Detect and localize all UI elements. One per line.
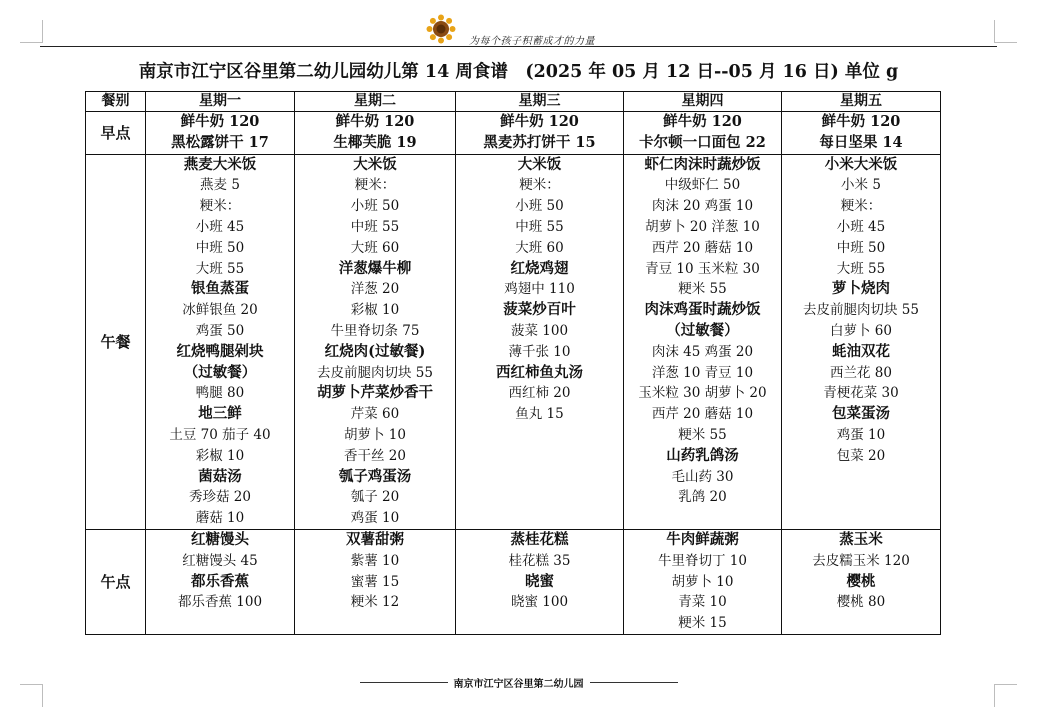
dish-name: 晓蜜 xyxy=(525,572,554,590)
menu-cell xyxy=(295,154,456,529)
column-header: 星期四 xyxy=(624,92,782,112)
menu-cell xyxy=(295,529,456,634)
ingredient-line: 紫薯 10 xyxy=(350,552,400,569)
ingredient-line: 粳米 55 xyxy=(678,281,727,298)
ingredient-line: 鸡翅中 110 xyxy=(504,281,575,298)
ingredient-line: 红糖馒头 45 xyxy=(182,552,258,569)
ingredient-line: 青豆 10 玉米粒 30 xyxy=(645,260,760,277)
dish-name: 蚝油双花 xyxy=(832,342,890,360)
meal-label: 早点 xyxy=(86,112,146,155)
ingredient-line: 冰鲜银鱼 20 xyxy=(182,302,258,319)
meal-label: 午点 xyxy=(86,529,146,634)
ingredient-line: 肉沫 20 鸡蛋 10 xyxy=(651,198,754,215)
ingredient-line: 中班 55 xyxy=(350,218,400,235)
column-header: 星期一 xyxy=(146,92,295,112)
ingredient-line: 洋葱 10 青豆 10 xyxy=(651,364,754,381)
dish-name: 银鱼蒸蛋 xyxy=(191,280,249,298)
ingredient-line: 粳米： xyxy=(354,177,396,194)
footer-text: 南京市江宁区谷里第二幼儿园 xyxy=(453,679,584,690)
ingredient-line: 去皮前腿肉切块 55 xyxy=(803,302,919,319)
ingredient-line: 粳米： xyxy=(840,198,882,215)
footer-rule-right xyxy=(590,682,678,683)
dish-name: 鲜牛奶 120 xyxy=(821,113,901,130)
crop-mark-top-right xyxy=(994,20,1017,43)
dish-name: 牛肉鲜蔬粥 xyxy=(666,530,739,548)
ingredient-line: 粳米： xyxy=(199,198,241,215)
ingredient-line: 土豆 70 茄子 40 xyxy=(169,426,271,443)
ingredient-line: 鱼丸 15 xyxy=(515,406,564,423)
column-header: 星期五 xyxy=(782,92,941,112)
dish-name: 卡尔顿一口面包 22 xyxy=(639,133,766,151)
ingredient-line: 乳鸽 20 xyxy=(678,489,727,506)
ingredient-line: 彩椒 10 xyxy=(195,447,245,464)
ingredient-line: 粳米 15 xyxy=(678,615,727,632)
ingredient-line: 蘑菇 10 xyxy=(195,510,245,527)
dish-name: 生椰芙脆 19 xyxy=(333,133,417,151)
header-row xyxy=(86,92,941,112)
header-divider xyxy=(40,46,997,47)
dish-name: 蒸玉米 xyxy=(839,530,883,548)
ingredient-line: 洋葱 20 xyxy=(350,281,400,298)
ingredient-line: 鸡蛋 10 xyxy=(350,510,400,527)
ingredient-line: 大班 60 xyxy=(515,239,564,256)
ingredient-line: 晓蜜 100 xyxy=(510,594,569,611)
menu-cell xyxy=(782,529,941,634)
dish-name: 萝卜烧肉 xyxy=(832,280,890,298)
dish-name: 鲜牛奶 120 xyxy=(500,113,579,130)
ingredient-line: 西芹 20 蘑菇 10 xyxy=(651,239,754,256)
ingredient-line: 蜜薯 15 xyxy=(350,573,400,590)
ingredient-line: 西红柿 20 xyxy=(508,385,571,402)
dish-name: 洋葱爆牛柳 xyxy=(338,259,412,277)
ingredient-line: 小米 5 xyxy=(841,177,881,194)
dish-name: 菠菜炒百叶 xyxy=(503,301,576,319)
dish-name: （过敏餐） xyxy=(183,363,257,381)
ingredient-line: 芹菜 60 xyxy=(350,406,400,423)
header-motto: 为每个孩子积蓄成才的力量 xyxy=(469,36,595,47)
menu-cell xyxy=(146,154,295,529)
ingredient-line: 胡萝卜 10 xyxy=(671,573,734,590)
ingredient-line: 桂花糕 35 xyxy=(508,552,571,569)
footer-rule-left xyxy=(360,682,448,683)
ingredient-line: 去皮前腿肉切块 55 xyxy=(317,364,433,381)
ingredient-line: 大班 55 xyxy=(195,260,245,277)
menu-cell xyxy=(782,112,941,155)
dish-name: 蒸桂花糕 xyxy=(510,530,569,548)
ingredient-line: 粳米： xyxy=(519,177,560,194)
dish-name: 每日坚果 14 xyxy=(819,133,903,151)
ingredient-line: 小班 45 xyxy=(836,218,886,235)
crop-mark-top-left xyxy=(20,20,43,43)
menu-cell xyxy=(456,154,624,529)
ingredient-line: 毛山药 30 xyxy=(671,468,734,485)
ingredient-line: 薄千张 10 xyxy=(508,343,571,360)
meal-row xyxy=(86,112,941,155)
dish-name: 菌菇汤 xyxy=(198,467,242,485)
ingredient-line: 青菜 10 xyxy=(678,594,727,611)
sunflower-logo-icon xyxy=(426,14,456,44)
ingredient-line: 中级虾仁 50 xyxy=(664,177,741,194)
ingredient-line: 大班 60 xyxy=(350,239,400,256)
ingredient-line: 西芹 20 蘑菇 10 xyxy=(651,406,754,423)
dish-name: 红糖馒头 xyxy=(191,530,249,548)
dish-name: 西红柿鱼丸汤 xyxy=(496,363,583,381)
dish-name: （过敏餐） xyxy=(666,321,739,339)
ingredient-line: 小班 45 xyxy=(195,218,245,235)
menu-cell xyxy=(782,154,941,529)
dish-name: 虾仁肉沫时蔬炒饭 xyxy=(644,155,761,173)
dish-name: 红烧肉(过敏餐) xyxy=(324,342,426,360)
ingredient-line: 秀珍菇 20 xyxy=(189,489,251,506)
dish-name: 双薯甜粥 xyxy=(346,530,404,548)
menu-cell xyxy=(624,154,782,529)
ingredient-line: 菠菜 100 xyxy=(510,322,569,339)
ingredient-line: 中班 55 xyxy=(515,218,564,235)
dish-name: 瓠子鸡蛋汤 xyxy=(338,467,412,485)
ingredient-line: 肉沫 45 鸡蛋 20 xyxy=(651,343,754,360)
menu-cell xyxy=(624,112,782,155)
menu-cell xyxy=(456,529,624,634)
ingredient-line: 牛里脊切条 75 xyxy=(330,322,420,339)
dish-name: 红烧鸡翅 xyxy=(510,259,569,277)
meal-row xyxy=(86,154,941,529)
column-header: 餐别 xyxy=(86,92,146,112)
ingredient-line: 西兰花 80 xyxy=(830,364,892,381)
dish-name: 黑麦苏打饼干 15 xyxy=(483,133,596,151)
column-header: 星期三 xyxy=(456,92,624,112)
ingredient-line: 鸡蛋 50 xyxy=(195,322,245,339)
menu-cell xyxy=(295,112,456,155)
dish-name: 山药乳鸽汤 xyxy=(666,446,739,464)
ingredient-line: 香干丝 20 xyxy=(344,447,406,464)
page-title: 南京市江宁区谷里第二幼儿园幼儿第 14 周食谱 (2025 年 05 月 12 日--05 月 16 日) 单位 g xyxy=(138,62,899,82)
ingredient-line: 彩椒 10 xyxy=(350,302,400,319)
footer xyxy=(0,668,1037,690)
ingredient-line: 瓠子 20 xyxy=(350,489,400,506)
ingredient-line: 樱桃 80 xyxy=(836,594,886,611)
dish-name: 红烧鸭腿剁块 xyxy=(176,342,264,360)
dish-name: 大米饭 xyxy=(353,155,397,173)
dish-name: 小米大米饭 xyxy=(824,155,898,173)
ingredient-line: 小班 50 xyxy=(515,198,564,215)
ingredient-line: 玉米粒 30 胡萝卜 20 xyxy=(638,385,767,402)
ingredient-line: 鸡蛋 10 xyxy=(836,426,886,443)
dish-name: 鲜牛奶 120 xyxy=(663,113,742,130)
ingredient-line: 中班 50 xyxy=(195,239,245,256)
menu-cell xyxy=(146,112,295,155)
ingredient-line: 都乐香蕉 100 xyxy=(177,594,263,611)
dish-name: 樱桃 xyxy=(846,572,876,590)
ingredient-line: 鸭腿 80 xyxy=(195,385,245,402)
dish-name: 肉沫鸡蛋时蔬炒饭 xyxy=(644,301,761,319)
dish-name: 燕麦大米饭 xyxy=(183,155,257,173)
menu-cell xyxy=(624,529,782,634)
ingredient-line: 大班 55 xyxy=(836,260,886,277)
dish-name: 包菜蛋汤 xyxy=(832,405,890,423)
dish-name: 胡萝卜芹菜炒香干 xyxy=(317,384,433,402)
ingredient-line: 包菜 20 xyxy=(836,447,886,464)
ingredient-line: 中班 50 xyxy=(836,239,886,256)
meal-label: 午餐 xyxy=(86,154,146,529)
ingredient-line: 胡萝卜 10 xyxy=(344,426,406,443)
ingredient-line: 白萝卜 60 xyxy=(830,322,892,339)
dish-name: 黑松露饼干 17 xyxy=(171,133,269,151)
ingredient-line: 粳米 12 xyxy=(350,594,400,611)
ingredient-line: 小班 50 xyxy=(350,198,400,215)
dish-name: 地三鲜 xyxy=(198,405,242,423)
ingredient-line: 去皮糯玉米 120 xyxy=(812,552,910,569)
menu-cell xyxy=(456,112,624,155)
meal-row xyxy=(86,529,941,634)
ingredient-line: 燕麦 5 xyxy=(200,177,240,194)
ingredient-line: 粳米 55 xyxy=(678,426,727,443)
menu-table xyxy=(85,91,941,635)
dish-name: 鲜牛奶 120 xyxy=(335,113,415,130)
dish-name: 鲜牛奶 120 xyxy=(180,113,260,130)
column-header: 星期二 xyxy=(295,92,456,112)
ingredient-line: 牛里脊切丁 10 xyxy=(658,552,747,569)
menu-cell xyxy=(146,529,295,634)
ingredient-line: 胡萝卜 20 洋葱 10 xyxy=(645,218,760,235)
ingredient-line: 青梗花菜 30 xyxy=(823,385,899,402)
dish-name: 大米饭 xyxy=(517,155,562,173)
dish-name: 都乐香蕉 xyxy=(191,572,249,590)
